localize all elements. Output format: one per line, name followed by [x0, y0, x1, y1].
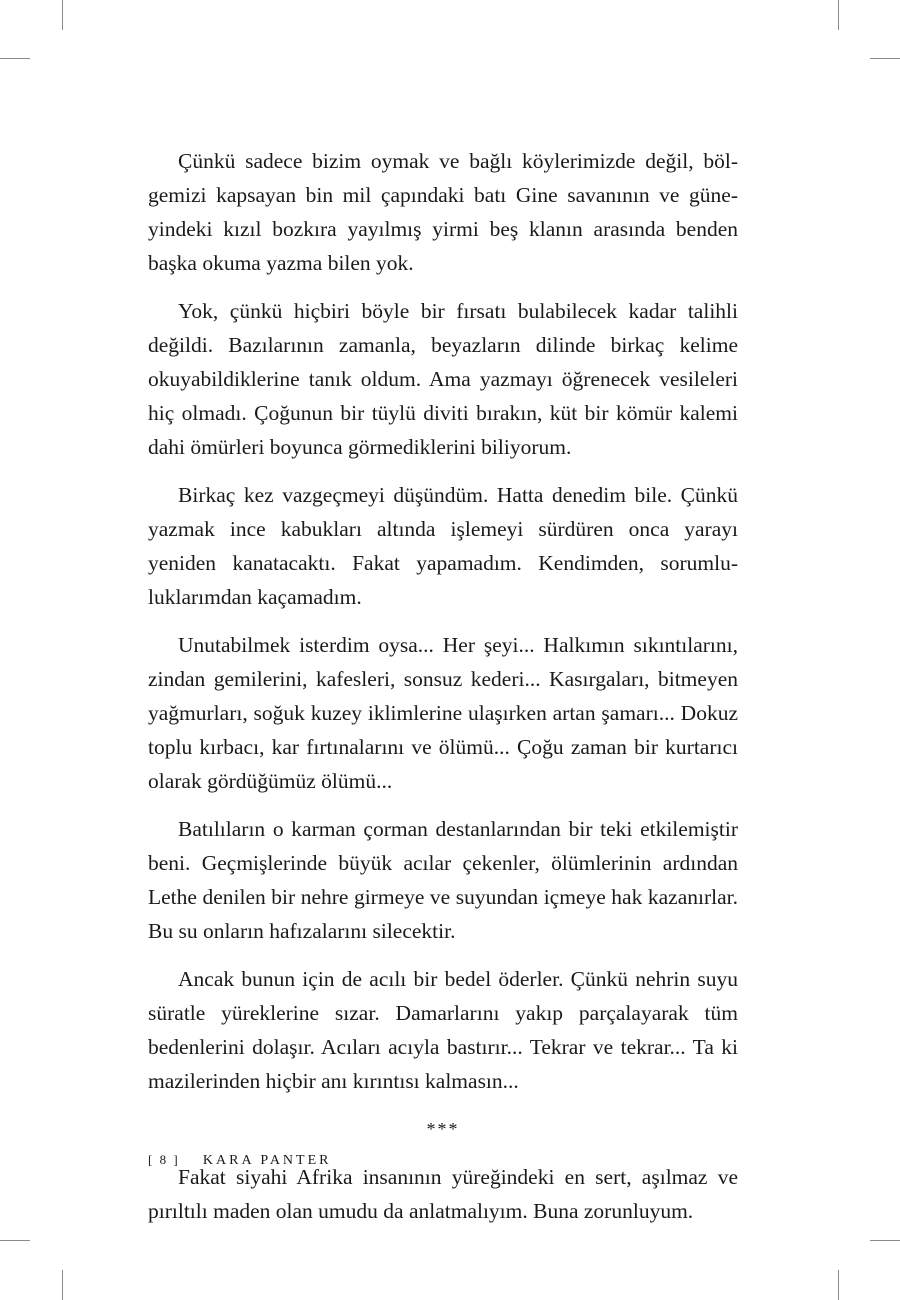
body-text — [148, 144, 738, 1242]
crop-mark-bottom-right-horizontal — [870, 1240, 900, 1241]
crop-mark-top-left-horizontal — [0, 58, 30, 59]
paragraph-2: Yok, çünkü hiçbiri böyle bir fırsatı bulabilecek kadar talihli değildi. Bazılarının zamanla, beyazların dilinde birkaç kelime okuyabildiklerine tanık oldum. Ama yazmayı öğrenecek vesileleri hiç olmadı. Çoğunun bir tüylü diviti bırakın, küt bir kömür kalemi dahi ömürleri boyunca görmediklerini biliyorum. — [148, 299, 738, 459]
crop-mark-top-left-vertical — [62, 0, 63, 30]
crop-mark-bottom-left-horizontal — [0, 1240, 30, 1241]
paragraph-4: Unutabilmek isterdim oysa... Her şeyi... Halkımın sıkıntılarını, zindan gemilerini, kafesleri, sonsuz kederi... Kasırgaları, bitmeyen yağmurları, soğuk kuzey iklimlerine ulaşırken artan şamarı... Dokuz toplu kırbacı, kar fırtınalarını ve ölümü... Çoğu zaman bir kurtarıcı olarak gördüğümüz ölümü... — [148, 633, 738, 793]
crop-mark-top-right-vertical — [838, 0, 839, 30]
running-title: KARA PANTER — [202, 1153, 332, 1168]
section-separator: *** — [426, 1119, 460, 1139]
paragraph-7: Fakat siyahi Afrika insanının yüreğindeki en sert, aşılmaz ve pırıltılı maden olan umudu da anlatmalıyım. Buna zorunluyum. — [148, 1165, 738, 1223]
paragraph-3: Birkaç kez vazgeçmeyi düşündüm. Hatta denedim bile. Çünkü yazmak ince kabukları altında işlemeyi sürdüren onca yarayı yeniden kanatacaktı. Fakat yapamadım. Kendimden, sorumluluklarımdan kaçamadım. — [148, 483, 738, 609]
paragraph-6: Ancak bunun için de acılı bir bedel öderler. Çünkü nehrin suyu süratle yüreklerine sızar. Damarlarını yakıp parçalayarak tüm bedenlerini dolaşır. Acıları acıyla bastırır... Tekrar ve tekrar... Ta ki mazilerinden hiçbir anı kırıntısı kalmasın... — [148, 967, 738, 1093]
page-footer — [148, 1152, 331, 1169]
crop-mark-bottom-left-vertical — [62, 1270, 63, 1300]
paragraph-1: Çünkü sadece bizim oymak ve bağlı köylerimizde değil, bölgemizi kapsayan bin mil çapındaki batı Gine savanının ve güneyindeki kızıl bozkıra yayılmış yirmi beş klanın arasında benden başka okuma yazma bilen yok. — [148, 149, 738, 275]
crop-mark-top-right-horizontal — [870, 58, 900, 59]
page-number: [ 8 ] — [148, 1152, 180, 1167]
paragraph-5: Batılıların o karman çorman destanlarından bir teki etkilemiştir beni. Geçmişlerinde büyük acılar çekenler, ölümlerinin ardından Lethe denilen bir nehre girmeye ve suyundan içmeye hak kazanırlar. Bu su onların hafızalarını silecektir. — [148, 817, 738, 943]
crop-mark-bottom-right-vertical — [838, 1270, 839, 1300]
